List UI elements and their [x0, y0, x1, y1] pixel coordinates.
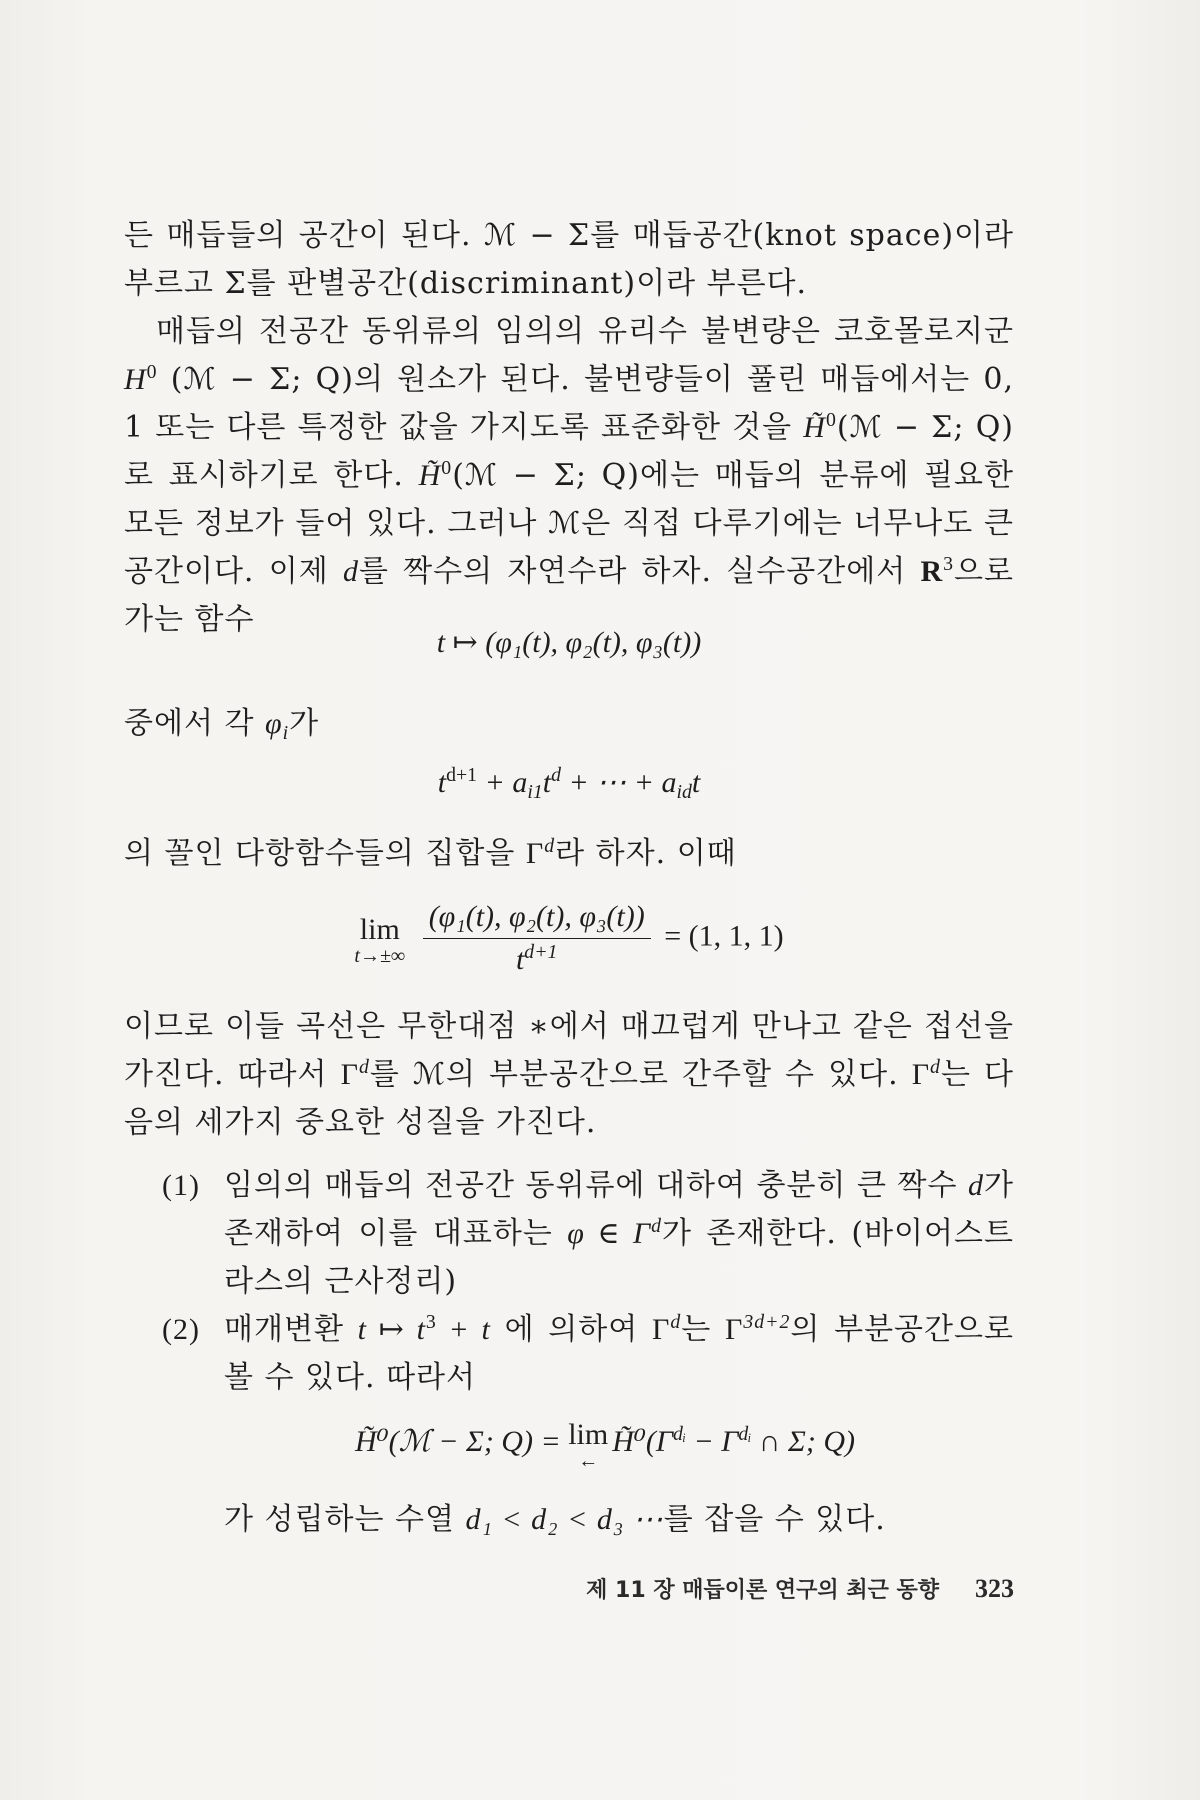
- list-item-2-number: (2): [162, 1313, 200, 1346]
- eq4-rhs-sup2: dᵢ: [738, 1423, 752, 1446]
- eq4-rhs-b: − Γ: [686, 1424, 739, 1458]
- equation-1: [124, 625, 1014, 660]
- math-H-tilde-2-sup: 0: [441, 457, 453, 480]
- list-item-1-number: (1): [162, 1169, 200, 1202]
- paragraph-4: [124, 830, 1014, 878]
- math-R: R: [920, 555, 944, 588]
- page-footer: [124, 1573, 1014, 1604]
- eq4-rhs-a: H̃⁰(Γ: [612, 1424, 673, 1458]
- paragraph-4-b: 라 하자. 이때: [555, 836, 737, 871]
- paragraph-5-c: 는 다음의 세가지 중요한 성질을 가진다.: [124, 1057, 1014, 1140]
- eq4-lim-arrow: ←: [578, 1450, 599, 1472]
- item2-tmap-sup: 3: [425, 1311, 437, 1334]
- item2-gamma-big-sup: 3d+2: [743, 1311, 791, 1334]
- item1-c: 가 존재한다. (바이어스트라스의 근사정리): [224, 1216, 1014, 1299]
- math-d: d: [342, 555, 359, 588]
- paragraph-2-b: (ℳ − Σ; Q)의 원소가 된다. 불변량들이 풀린 매듭에서는 0, 1 또는 다른 특정한 값을 가지도록 표준화한 것을: [124, 362, 1014, 445]
- item2-d: 의 부분공간으로 볼 수 있다. 따라서: [224, 1312, 1014, 1395]
- item2-tmap: t ↦ t: [357, 1313, 426, 1346]
- eq2-t1: t: [437, 766, 447, 799]
- eq2-t2-sup: d: [551, 764, 561, 787]
- paragraph-3-b: 가: [289, 706, 320, 741]
- math-H-tilde-sup: 0: [825, 409, 837, 432]
- item2-a: 매개변환: [224, 1312, 358, 1347]
- closing-line: [162, 1496, 1014, 1544]
- math-Gamma-3: Γ: [911, 1058, 931, 1091]
- math-R-sup: 3: [943, 553, 955, 576]
- paragraph-2-a: 매듭의 전공간 동위류의 임의의 유리수 불변량은 코호몰로지군: [156, 314, 1014, 349]
- eq3-den-t: t: [515, 943, 525, 976]
- list-item-2: [162, 1306, 1014, 1402]
- paragraph-1-text: 든 매듭들의 공간이 된다. ℳ − Σ를 매듭공간(knot space)이라 부르고 Σ를 판별공간(discriminant)이라 부른다.: [124, 218, 1014, 301]
- math-Gamma-3-sup: d: [930, 1056, 941, 1079]
- last-a: 가 성립하는 수열: [224, 1502, 466, 1537]
- equation-1-text: t ↦ (φ₁(t), φ₂(t), φ₃(t)): [436, 626, 702, 659]
- equation-4: [160, 1418, 1050, 1470]
- item2-gamma-sup: d: [670, 1311, 682, 1334]
- eq3-lim-word: lim: [359, 912, 400, 946]
- eq4-lhs: H̃⁰(ℳ − Σ; Q) =: [354, 1424, 569, 1458]
- paragraph-4-a: 의 꼴인 다항함수들의 집합을: [124, 836, 526, 871]
- math-H: H: [124, 363, 147, 396]
- item1-a: 임의의 매듭의 전공간 동위류에 대하여 충분히 큰 짝수: [224, 1168, 969, 1203]
- paragraph-5-b: 를 ℳ의 부분공간으로 간주할 수 있다.: [369, 1057, 912, 1092]
- eq2-t2: t: [542, 766, 552, 799]
- eq2-a1: + a: [477, 766, 528, 799]
- eq4-rhs-c: ∩ Σ; Q): [751, 1424, 855, 1458]
- item1-phi-in: φ ∈ Γ: [567, 1217, 652, 1250]
- list-item-1: [162, 1162, 1014, 1306]
- paragraph-5-a: 이므로 이들 곡선은 무한대점 ∗에서 매끄럽게 만나고 같은 접선을 가진다. 따라서: [124, 1009, 1014, 1092]
- item1-d: d: [968, 1169, 985, 1202]
- eq3-lim: [354, 913, 405, 965]
- paragraph-3: [124, 700, 1014, 748]
- math-phi: φ: [265, 707, 283, 740]
- page-number: 323: [975, 1574, 1014, 1603]
- eq3-den-sup: d+1: [524, 941, 558, 964]
- item2-b: 에 의하여: [490, 1312, 653, 1347]
- eq4-rhs-sup1: dᵢ: [672, 1423, 687, 1446]
- paragraph-2-e: 를 짝수의 자연수라 하자. 실수공간에서: [358, 554, 921, 589]
- paragraph-2: [124, 308, 1014, 644]
- math-Gamma-2-sup: d: [358, 1056, 370, 1079]
- math-H-sup: 0: [146, 361, 158, 384]
- eq3-denominator: [423, 939, 651, 977]
- eq2-ad: + ⋯ + a: [560, 766, 677, 799]
- math-H-tilde: H̃: [803, 411, 826, 444]
- last-seq: d₁ < d₂ < d₃ ⋯: [465, 1503, 664, 1536]
- eq3-fraction: [423, 900, 651, 977]
- paragraph-2-c: (ℳ − Σ; Q)로 표시하기로 한다.: [124, 410, 1014, 493]
- eq3-numerator: (φ₁(t), φ₂(t), φ₃(t)): [423, 900, 651, 939]
- item2-c: 는: [681, 1312, 725, 1347]
- paragraph-5: [124, 1003, 1014, 1147]
- eq3-rhs: = (1, 1, 1): [664, 919, 784, 953]
- item2-tmap-tail: + t: [436, 1313, 491, 1346]
- paragraph-3-a: 중에서 각: [124, 706, 265, 741]
- equation-3: [124, 900, 1014, 977]
- eq2-ad-sub: id: [676, 780, 692, 803]
- paragraph-1: [124, 212, 1014, 308]
- math-Gamma-sup: d: [544, 835, 556, 858]
- math-Gamma-2: Γ: [340, 1058, 359, 1091]
- paragraph-2-d: (ℳ − Σ; Q)에는 매듭의 분류에 필요한 모든 정보가 들어 있다. 그러나 ℳ은 직접 다루기에는 너무나도 큰 공간이다. 이제: [124, 458, 1014, 589]
- item1-b: 가 존재하여 이를 대표하는: [224, 1168, 1014, 1251]
- item2-gamma-big: Γ: [724, 1313, 744, 1346]
- math-phi-sub: i: [282, 721, 290, 744]
- math-Gamma: Γ: [525, 837, 545, 870]
- item2-gamma: Γ: [652, 1313, 671, 1346]
- eq2-t3: t: [691, 766, 701, 799]
- last-b: 를 잡을 수 있다.: [663, 1502, 886, 1537]
- equation-2: [124, 764, 1014, 803]
- paragraph-2-f: 으로 가는 함수: [124, 554, 1014, 637]
- eq4-lim: [568, 1418, 608, 1470]
- eq2-a1-sub: i1: [527, 780, 543, 803]
- eq4-lim-word: lim: [568, 1418, 609, 1451]
- item1-phi-in-sup: d: [651, 1215, 662, 1238]
- footer-chapter: 제 11 장 매듭이론 연구의 최근 동향: [586, 1578, 939, 1603]
- math-H-tilde-2: H̃: [418, 459, 442, 492]
- eq2-t1-sup: d+1: [446, 764, 478, 787]
- eq3-lim-sub: t→±∞: [354, 944, 406, 967]
